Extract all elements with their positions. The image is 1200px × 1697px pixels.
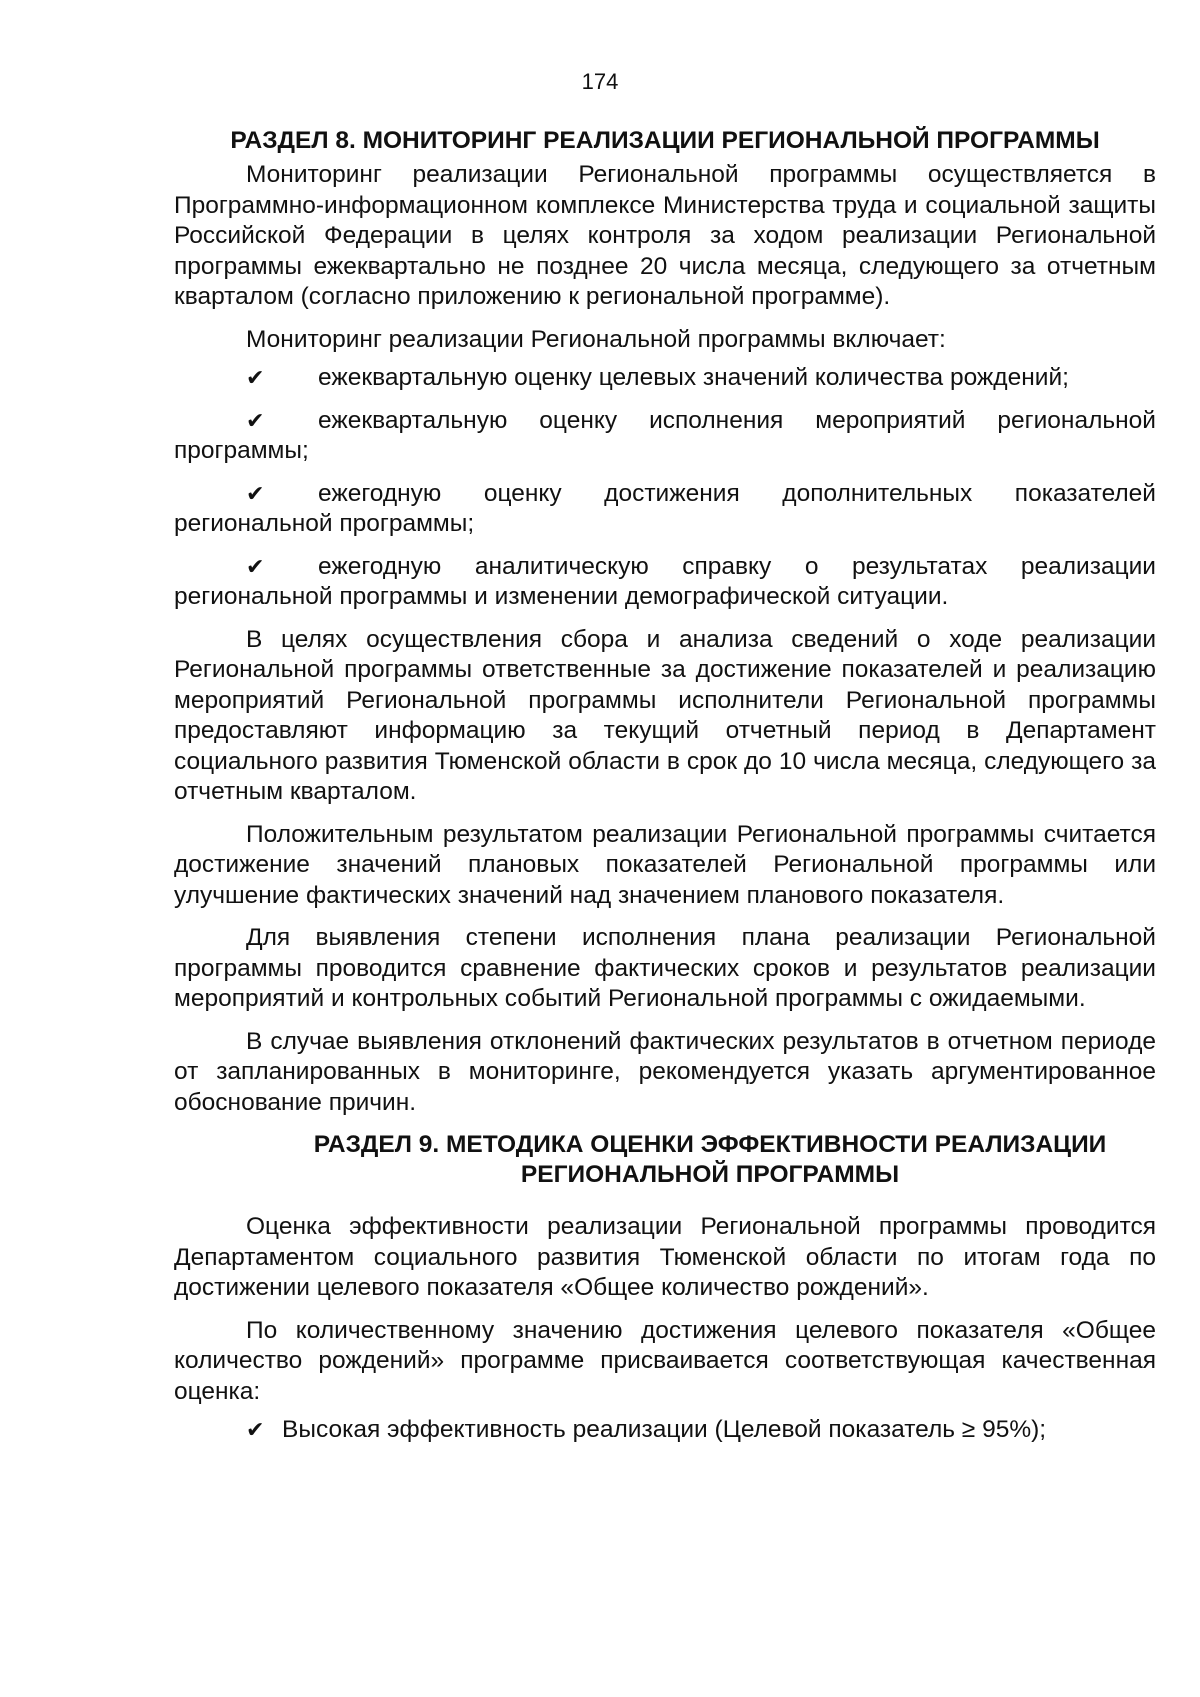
section-8-title: РАЗДЕЛ 8. МОНИТОРИНГ РЕАЛИЗАЦИИ РЕГИОНАЛЬНОЙ ПРОГРАММЫ bbox=[230, 127, 1100, 154]
section-8-paragraph-5: Для выявления степени исполнения плана реализации Региональной программы проводится сравнение фактических сроков и результатов реализации мероприятий и контрольных событий Региональной программы с ожидаемыми. bbox=[174, 924, 1156, 1012]
section-9-title-line-1: РАЗДЕЛ 9. МЕТОДИКА ОЦЕНКИ ЭФФЕКТИВНОСТИ РЕАЛИЗАЦИИ bbox=[313, 1131, 1107, 1158]
section-8-paragraph-6: В случае выявления отклонений фактических результатов в отчетном периоде от запланированных в мониторинге, рекомендуется указать аргументированное обоснование причин. bbox=[174, 1027, 1156, 1116]
list-item bbox=[174, 552, 1156, 613]
checkmark-icon: ✔ bbox=[246, 407, 265, 433]
list-item-text: ежегодную аналитическую справку о результатах реализации региональной программы и изменении демографической ситуации. bbox=[174, 552, 1156, 610]
section-9-paragraph-2: По количественному значению достижения целевого показателя «Общее количество рождений» программе присваивается соответствующая качественная оценка: bbox=[174, 1316, 1156, 1405]
rating-list bbox=[174, 1415, 1156, 1446]
list-item-text: ежегодную оценку достижения дополнительных показателей региональной программы; bbox=[174, 479, 1156, 537]
checkmark-icon: ✔ bbox=[246, 553, 265, 579]
page-number: 174 bbox=[581, 69, 619, 94]
section-8-paragraph-1: Мониторинг реализации Региональной программы осуществляется в Программно-информационном комплексе Министерства труда и социальной защиты Российской Федерации в целях контроля за ходом реализации Региональной программы ежеквартально не позднее 20 числа месяца, следующего за отчетным кварталом (согласно приложению к региональной программе). bbox=[174, 161, 1156, 310]
checkmark-icon: ✔ bbox=[246, 480, 265, 506]
list-item bbox=[174, 363, 1156, 394]
section-8-paragraph-2: Мониторинг реализации Региональной программы включает: bbox=[246, 325, 946, 353]
list-item bbox=[174, 479, 1156, 540]
checkmark-icon: ✔ bbox=[246, 365, 265, 390]
monitoring-list bbox=[174, 363, 1156, 613]
list-item-text: ежеквартальную оценку целевых значений количества рождений; bbox=[318, 364, 1069, 391]
section-9-paragraph-1: Оценка эффективности реализации Региональной программы проводится Департаментом социального развития Тюменской области по итогам года по достижении целевого показателя «Общее количество рождений». bbox=[174, 1213, 1156, 1301]
section-9-title bbox=[174, 1130, 1156, 1190]
list-item-text: ежеквартальную оценку исполнения мероприятий региональной программы; bbox=[174, 406, 1156, 464]
checkmark-icon: ✔ bbox=[246, 1417, 265, 1442]
section-8-paragraph-3: В целях осуществления сбора и анализа сведений о ходе реализации Региональной программы ответственные за достижение показателей и реализацию мероприятий Региональной программы исполнители Региональной программы предоставляют информацию за текущий отчетный период в Департамент социального развития Тюменской области в срок до 10 числа месяца, следующего за отчетным кварталом. bbox=[174, 625, 1156, 805]
section-8-paragraph-4: Положительным результатом реализации Региональной программы считается достижение значений плановых показателей Региональной программы или улучшение фактических значений над значением планового показателя. bbox=[174, 820, 1156, 909]
list-item bbox=[174, 1415, 1156, 1446]
list-item-text: Высокая эффективность реализации (Целевой показатель ≥ 95%); bbox=[282, 1416, 1047, 1443]
section-9-title-line-2: РЕГИОНАЛЬНОЙ ПРОГРАММЫ bbox=[520, 1161, 900, 1188]
document-body bbox=[174, 126, 1156, 1458]
list-item bbox=[174, 406, 1156, 467]
